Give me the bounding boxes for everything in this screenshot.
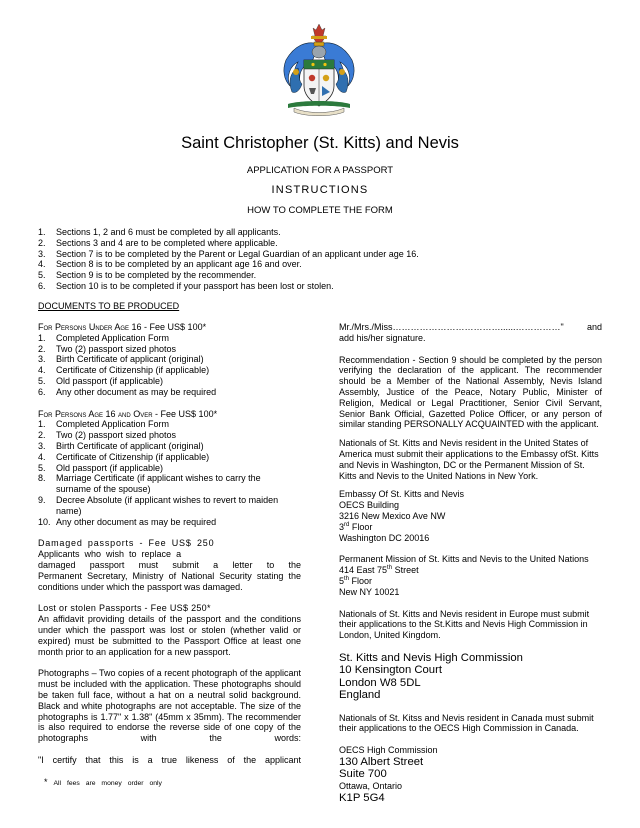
- un-mission-address: Permanent Mission of St. Kitts and Nevis to the United Nations 414 East 75th Street 5th Floor New NY 10021: [339, 554, 589, 597]
- list-item: 8. Marriage Certificate (if applicant wishes to carry the surname of the spouse): [38, 473, 261, 495]
- embassy-address: Embassy Of St. Kitts and Nevis OECS Building 3216 New Mexico Ave NW 3rd Floor Washington DC 20016: [339, 489, 465, 543]
- list-item: 3. Section 7 is to be completed by the Parent or Legal Guardian of an applicant under age 16.: [38, 248, 419, 259]
- damaged-line1: Applicants who wish to replace a: [38, 549, 182, 560]
- list-item: 9. Decree Absolute (if applicant wishes to revert to maiden name): [38, 494, 279, 516]
- list-item: 4. Section 8 is to be completed by an applicant age 16 and over.: [38, 259, 302, 270]
- how-to-heading: HOW TO COMPLETE THE FORM: [247, 205, 393, 216]
- photographs-text: Photographs – Two copies of a recent photograph of the applicant must be included with the application. These photographs should be taken full face, without a hat on a neutral solid background. Black and white photographs are not acceptable. The size of the photographs is 1.77" x 1.38" (45mm x 35mm). The recommender is also required to endorse the reverse side of one copy of the photographs with the words:: [38, 668, 301, 744]
- list-item: 2. Two (2) passport sized photos: [38, 343, 177, 354]
- lost-text: An affidavit providing details of the passport and the conditions under which the passport was lost or stolen (whether valid or expired) must be submitted to the Passport Office at least one month prior to an application for a new passport.: [38, 614, 301, 657]
- coat-of-arms-emblem: [276, 22, 362, 118]
- list-item: 3. Birth Certificate of applicant (original): [38, 440, 204, 451]
- damaged-text: Permanent Secretary, Ministry of National Security stating the conditions under which the passport was damaged.: [38, 570, 301, 592]
- over16-heading: For Persons Age 16 and Over - Fee US$ 100*: [38, 408, 218, 419]
- fee-footnote: * All fees are money order only: [44, 777, 162, 787]
- asterisk-mark: *: [44, 777, 48, 787]
- over16-list: [38, 419, 301, 527]
- london-address: St. Kitts and Nevis High Commission 10 Kensington Court London W8 5DL England: [339, 651, 523, 702]
- ottawa-address: OECS High Commission 130 Albert Street Suite 700 Ottawa, Ontario K1P 5G4: [339, 745, 438, 804]
- damaged-line2: damaged passport must submit a letter to the: [38, 559, 301, 570]
- certify-line: "I certify that this is a true likeness of the applicant: [38, 754, 301, 765]
- canada-nationals-paragraph: Nationals of St. Kitss and Nevis resident in Canada must submit their applications to the OECS High Commission in Canada.: [339, 712, 594, 734]
- list-item: 2. Sections 3 and 4 are to be completed where applicable.: [38, 237, 278, 248]
- list-item: 5. Old passport (if applicable): [38, 375, 164, 386]
- left-column: [38, 322, 301, 766]
- list-item: 1. Sections 1, 2 and 6 must be completed by all applicants.: [38, 227, 281, 237]
- list-item: 1. Completed Application Form: [38, 332, 170, 343]
- form-subtitle: APPLICATION FOR A PASSPORT: [246, 165, 394, 176]
- recommender-signature-line: Mr./Mrs./Miss………………………………......……………" and: [339, 322, 602, 332]
- list-item: 2. Two (2) passport sized photos: [38, 430, 177, 441]
- list-item: 5. Section 9 is to be completed by the recommender.: [38, 270, 257, 281]
- recommendation-paragraph: Recommendation - Section 9 should be completed by the person verifying the declaration of the applicant. The recommender should be a Member of the National Assembly, Nevis Island Assembly, Justice of the Peace, Notary Public, Minister of Religion, Medical or Legal Practitioner, Senior Civil Servant, Senior Bank Official, Gazetted Police Officer, or any person of similar standing PERSONALLY ACQUAINTED with the applicant.: [339, 354, 602, 430]
- us-nationals-paragraph: Nationals of St. Kitts and Nevis resident in the United States of America must submit their applications to the Embassy ofSt. Kitts and Nevis in Washington, DC or the Permanent Mission of St. Kitts and Nevis to the United Nations in New York.: [339, 438, 599, 481]
- lost-heading: Lost or stolen Passports - Fee US$ 250*: [38, 603, 211, 614]
- list-item: 1. Completed Application Form: [38, 419, 170, 430]
- list-item: 4. Certificate of Citizenship (if applicable): [38, 451, 210, 462]
- list-item: 4. Certificate of Citizenship (if applicable): [38, 365, 210, 376]
- instructions-heading: INSTRUCTIONS: [271, 184, 369, 196]
- under16-list: [38, 333, 301, 398]
- document-title: Saint Christopher (St. Kitts) and Nevis: [181, 134, 459, 152]
- list-item: 3. Birth Certificate of applicant (original): [38, 354, 204, 365]
- list-item: 5. Old passport (if applicable): [38, 462, 164, 473]
- recommender-signature-line-2: add his/her signature.: [339, 332, 426, 343]
- list-item: 6. Any other document as may be required: [38, 386, 217, 397]
- under16-heading: For Persons Under Age 16 - Fee US$ 100*: [38, 322, 207, 332]
- documents-heading: DOCUMENTS TO BE PRODUCED: [38, 301, 180, 311]
- instructions-list: [38, 227, 598, 292]
- list-item: 6. Section 10 is to be completed if your passport has been lost or stolen.: [38, 280, 334, 291]
- right-column: [339, 322, 602, 804]
- europe-nationals-paragraph: Nationals of St. Kitts and Nevis resident in Europe must submit their applications to the St.Kitts and Nevis High Commission in London, United Kingdom.: [339, 608, 590, 641]
- list-item: 10. Any other document as may be required: [38, 516, 217, 527]
- damaged-heading: Damaged passports - Fee US$ 250: [38, 538, 215, 549]
